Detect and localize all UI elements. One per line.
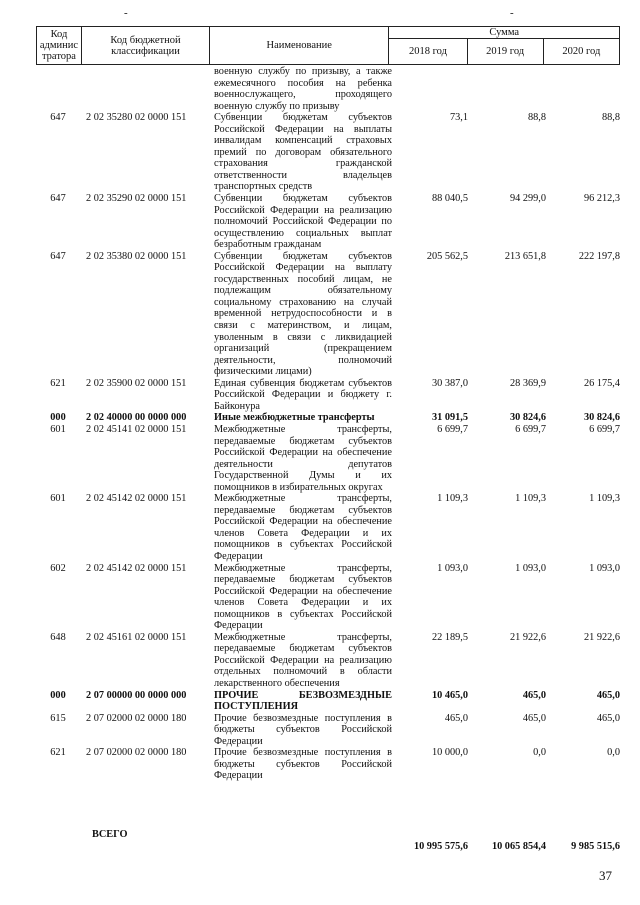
table-row <box>36 690 620 713</box>
admin-code: 647 <box>50 112 66 124</box>
value-2019: 1 093,0 <box>515 562 546 574</box>
row-name: Межбюджетные трансферты, передаваемые бюджетам субъектов Российской Федерации на реализацию отдельных полномочий в области лекарственного обеспечения <box>214 631 392 689</box>
budget-code: 2 07 02000 02 0000 180 <box>86 712 187 724</box>
value-2020: 1 093,0 <box>589 562 620 574</box>
admin-code: 621 <box>50 747 66 759</box>
header-budget-code: Код бюджетной классификации <box>81 27 209 65</box>
value-2019: 0,0 <box>533 747 546 759</box>
value-2019: 30 824,6 <box>509 412 546 424</box>
value-2020: 30 824,6 <box>583 412 620 424</box>
row-name: Субвенции бюджетам субъектов Российской Федерации на реализацию полномочий Российской Федерации по осуществлению социальных выплат безработным гражданам <box>214 193 392 251</box>
value-2018: 6 699,7 <box>437 423 468 435</box>
top-mark-right: - <box>510 7 514 19</box>
value-2020: 465,0 <box>596 712 620 724</box>
table-row <box>36 493 620 562</box>
value-2020: 6 699,7 <box>589 423 620 435</box>
value-2020: 26 175,4 <box>583 377 620 389</box>
table-row <box>36 747 620 782</box>
budget-code: 2 02 35380 02 0000 151 <box>86 250 187 262</box>
table-row <box>36 713 620 748</box>
value-2019: 465,0 <box>522 712 546 724</box>
budget-code: 2 02 35290 02 0000 151 <box>86 193 187 205</box>
row-name: Межбюджетные трансферты, передаваемые бюджетам субъектов Российской Федерации на обеспечение членов Совета Федерации и их помощников в субъектах Российской Федерации <box>214 562 392 632</box>
value-2018: 22 189,5 <box>431 631 468 643</box>
value-2020: 222 197,8 <box>578 250 620 262</box>
value-2018: 1 109,3 <box>437 493 468 505</box>
row-name: Единая субвенция бюджетам субъектов Российской Федерации и бюджету г. Байконура <box>214 377 392 412</box>
value-2018: 1 093,0 <box>437 562 468 574</box>
value-2019: 88,8 <box>527 112 546 124</box>
admin-code: 647 <box>50 193 66 205</box>
top-mark-left: - <box>124 7 128 19</box>
header-name: Наименование <box>210 27 389 65</box>
admin-code: 602 <box>50 562 66 574</box>
value-2018: 205 562,5 <box>426 250 468 262</box>
budget-code: 2 02 45141 02 0000 151 <box>86 423 187 435</box>
header-year-2019: 2019 год <box>467 39 543 65</box>
value-2019: 28 369,9 <box>509 377 546 389</box>
row-name: Прочие безвозмездные поступления в бюджеты субъектов Российской Федерации <box>214 712 392 747</box>
admin-code: 648 <box>50 631 66 643</box>
table-header <box>36 26 620 65</box>
row-name: Прочие безвозмездные поступления в бюджеты субъектов Российской Федерации <box>214 747 392 782</box>
table-row <box>36 424 620 493</box>
admin-code: 601 <box>50 493 66 505</box>
value-2018: 31 091,5 <box>431 412 468 424</box>
budget-code: 2 02 45142 02 0000 151 <box>86 493 187 505</box>
table-row <box>36 632 620 690</box>
value-2018: 10 465,0 <box>431 689 468 701</box>
header-admin-code: Код админис тратора <box>37 27 82 65</box>
table-row <box>36 412 620 424</box>
header-year-2018: 2018 год <box>389 39 467 65</box>
value-2018: 73,1 <box>449 112 468 124</box>
value-2019: 213 651,8 <box>504 250 546 262</box>
admin-code: 615 <box>50 712 66 724</box>
value-2020: 96 212,3 <box>583 193 620 205</box>
budget-code: 2 02 45161 02 0000 151 <box>86 631 187 643</box>
value-2018: 88 040,5 <box>431 193 468 205</box>
value-2020: 1 109,3 <box>589 493 620 505</box>
header-year-2020: 2020 год <box>543 39 619 65</box>
table-row <box>36 66 620 112</box>
total-2018: 10 995 575,6 <box>413 840 468 852</box>
value-2019: 6 699,7 <box>515 423 546 435</box>
budget-code: 2 07 02000 02 0000 180 <box>86 747 187 759</box>
value-2020: 21 922,6 <box>583 631 620 643</box>
table-row <box>36 378 620 413</box>
table-row <box>36 251 620 378</box>
budget-code: 2 02 35900 02 0000 151 <box>86 377 187 389</box>
value-2019: 1 109,3 <box>515 493 546 505</box>
admin-code: 601 <box>50 423 66 435</box>
total-row <box>36 829 620 852</box>
value-2020: 465,0 <box>596 689 620 701</box>
admin-code: 621 <box>50 377 66 389</box>
value-2019: 94 299,0 <box>509 193 546 205</box>
row-name: военную службу по призыву, а также ежемесячного пособия на ребенка военнослужащего, проходящего военную службу по призыву <box>214 66 392 112</box>
value-2018: 10 000,0 <box>431 747 468 759</box>
page-number: 37 <box>599 868 612 883</box>
row-name: Межбюджетные трансферты, передаваемые бюджетам субъектов Российской Федерации на обеспечение членов Совета Федерации и их помощников в субъектах Российской Федерации <box>214 493 392 562</box>
admin-code: 000 <box>50 689 66 701</box>
value-2018: 465,0 <box>444 712 468 724</box>
row-name: ПРОЧИЕ БЕЗВОЗМЕЗДНЫЕ ПОСТУПЛЕНИЯ <box>214 689 392 713</box>
row-name: Субвенции бюджетам субъектов Российской Федерации на выплаты инвалидам компенсаций страховых премий по договорам обязательного страхования гражданской ответственности владельцев транспортных средств <box>214 112 392 193</box>
total-label: ВСЕГО <box>92 829 128 840</box>
row-name: Иные межбюджетные трансферты <box>214 412 375 424</box>
admin-code: 000 <box>50 412 66 424</box>
value-2019: 21 922,6 <box>509 631 546 643</box>
budget-code: 2 07 00000 00 0000 000 <box>86 689 187 701</box>
value-2019: 465,0 <box>522 689 546 701</box>
budget-code: 2 02 35280 02 0000 151 <box>86 112 187 124</box>
value-2020: 0,0 <box>607 747 620 759</box>
value-2020: 88,8 <box>601 112 620 124</box>
total-2020: 9 985 515,6 <box>571 840 620 852</box>
table-row <box>36 193 620 251</box>
table-body <box>36 66 620 782</box>
value-2018: 30 387,0 <box>431 377 468 389</box>
header-sum: Сумма <box>389 27 620 39</box>
budget-code: 2 02 45142 02 0000 151 <box>86 562 187 574</box>
row-name: Межбюджетные трансферты, передаваемые бюджетам субъектов Российской Федерации на обеспечение деятельности депутатов Государственной Думы и их помощников в избирательных округах <box>214 423 392 493</box>
table-row <box>36 563 620 632</box>
budget-code: 2 02 40000 00 0000 000 <box>86 412 187 424</box>
table-row <box>36 112 620 193</box>
row-name: Субвенции бюджетам субъектов Российской Федерации на выплату государственных пособий лицам, не подлежащим обязательному социальному страхованию на случай временной нетрудоспособности и в связи с материнством, и лицам, уволенным в связи с ликвидацией организаций (прекращением деятельности, полномочий физическими лицами) <box>214 250 392 378</box>
total-2019: 10 065 854,4 <box>491 840 546 852</box>
admin-code: 647 <box>50 250 66 262</box>
